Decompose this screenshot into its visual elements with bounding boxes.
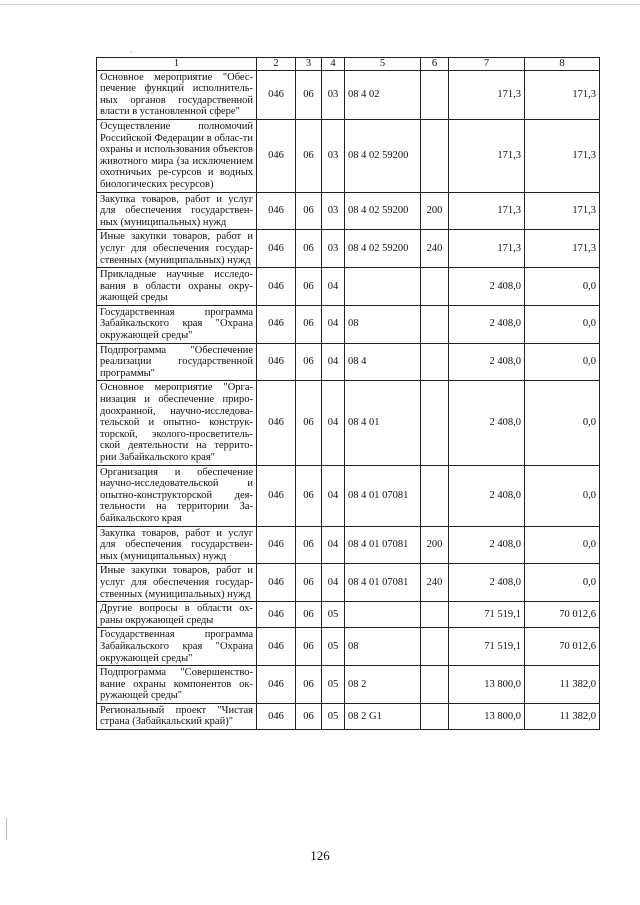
row-section-code: 06 xyxy=(296,602,322,628)
row-amount-1: 171,3 xyxy=(449,192,525,230)
row-amount-2: 0,0 xyxy=(525,465,600,526)
row-section-code: 06 xyxy=(296,465,322,526)
row-amount-1: 2 408,0 xyxy=(449,381,525,465)
row-amount-2: 171,3 xyxy=(525,192,600,230)
row-name: Прикладные научные исследо-вания в области охраны окру-жающей среды xyxy=(97,268,257,306)
row-name: Региональный проект "Чистая страна (Забайкальский край)" xyxy=(97,703,257,729)
table-row xyxy=(97,465,600,526)
row-subsection-code: 04 xyxy=(322,465,345,526)
row-section-code: 06 xyxy=(296,305,322,343)
row-ved-code: 046 xyxy=(257,119,296,192)
row-section-code: 06 xyxy=(296,628,322,666)
row-name: Организация и обеспечение научно-исследовательской и опытно-конструкторской дея-тельности на территории За-байкальского края xyxy=(97,465,257,526)
row-target-article: 08 4 xyxy=(345,343,421,381)
row-section-code: 06 xyxy=(296,564,322,602)
row-ved-code: 046 xyxy=(257,526,296,564)
row-expense-type: 240 xyxy=(421,230,449,268)
row-ved-code: 046 xyxy=(257,381,296,465)
row-amount-1: 2 408,0 xyxy=(449,465,525,526)
row-expense-type xyxy=(421,268,449,306)
row-expense-type: 240 xyxy=(421,564,449,602)
row-amount-2: 0,0 xyxy=(525,526,600,564)
row-expense-type xyxy=(421,703,449,729)
row-amount-1: 71 519,1 xyxy=(449,602,525,628)
row-amount-1: 2 408,0 xyxy=(449,305,525,343)
row-amount-2: 70 012,6 xyxy=(525,602,600,628)
row-subsection-code: 04 xyxy=(322,526,345,564)
header-col-csr: 5 xyxy=(345,58,421,71)
row-subsection-code: 03 xyxy=(322,119,345,192)
row-expense-type xyxy=(421,119,449,192)
table-body xyxy=(97,70,600,729)
table-row xyxy=(97,268,600,306)
row-section-code: 06 xyxy=(296,192,322,230)
row-expense-type xyxy=(421,602,449,628)
row-amount-1: 13 800,0 xyxy=(449,666,525,704)
row-expense-type xyxy=(421,666,449,704)
row-section-code: 06 xyxy=(296,230,322,268)
row-expense-type xyxy=(421,628,449,666)
row-subsection-code: 05 xyxy=(322,628,345,666)
row-name: Иные закупки товаров, работ и услуг для обеспечения государ-ственных (муниципальных) нужд xyxy=(97,230,257,268)
row-ved-code: 046 xyxy=(257,465,296,526)
row-ved-code: 046 xyxy=(257,230,296,268)
row-expense-type: 200 xyxy=(421,192,449,230)
header-col-pr: 4 xyxy=(322,58,345,71)
table-row xyxy=(97,343,600,381)
row-amount-1: 171,3 xyxy=(449,70,525,119)
row-ved-code: 046 xyxy=(257,70,296,119)
table-row xyxy=(97,192,600,230)
header-col-name: 1 xyxy=(97,58,257,71)
row-subsection-code: 04 xyxy=(322,381,345,465)
row-target-article: 08 4 01 xyxy=(345,381,421,465)
row-section-code: 06 xyxy=(296,70,322,119)
row-expense-type xyxy=(421,465,449,526)
row-name: Государственная программа Забайкальского края "Охрана окружающей среды" xyxy=(97,628,257,666)
row-name: Основное мероприятие "Орга-низация и обеспечение приро-доохранной, научно-исследова-тельской и опытно- конструк-торской, эколого-просветитель-ской деятельности на террито-рии Забайкальского края" xyxy=(97,381,257,465)
row-subsection-code: 04 xyxy=(322,343,345,381)
budget-table xyxy=(96,57,600,730)
row-amount-1: 71 519,1 xyxy=(449,628,525,666)
row-amount-2: 171,3 xyxy=(525,119,600,192)
row-subsection-code: 04 xyxy=(322,268,345,306)
row-target-article xyxy=(345,602,421,628)
row-section-code: 06 xyxy=(296,268,322,306)
row-expense-type: 200 xyxy=(421,526,449,564)
row-ved-code: 046 xyxy=(257,192,296,230)
row-amount-2: 11 382,0 xyxy=(525,666,600,704)
table-header xyxy=(97,58,600,71)
row-amount-1: 171,3 xyxy=(449,119,525,192)
row-name: Подпрограмма "Совершенство-вание охраны компонентов ок-ружающей среды" xyxy=(97,666,257,704)
row-amount-2: 70 012,6 xyxy=(525,628,600,666)
row-subsection-code: 04 xyxy=(322,305,345,343)
table-row xyxy=(97,70,600,119)
row-section-code: 06 xyxy=(296,526,322,564)
row-amount-2: 171,3 xyxy=(525,230,600,268)
table-row xyxy=(97,602,600,628)
row-ved-code: 046 xyxy=(257,666,296,704)
row-subsection-code: 05 xyxy=(322,703,345,729)
row-amount-1: 2 408,0 xyxy=(449,343,525,381)
header-col-vr: 6 xyxy=(421,58,449,71)
page-number: 126 xyxy=(310,848,330,863)
row-ved-code: 046 xyxy=(257,602,296,628)
row-ved-code: 046 xyxy=(257,628,296,666)
row-target-article: 08 2 xyxy=(345,666,421,704)
row-section-code: 06 xyxy=(296,703,322,729)
row-target-article: 08 4 02 59200 xyxy=(345,192,421,230)
row-name: Иные закупки товаров, работ и услуг для обеспечения государ-ственных (муниципальных) нужд xyxy=(97,564,257,602)
row-subsection-code: 05 xyxy=(322,602,345,628)
header-row xyxy=(97,58,600,71)
row-amount-2: 0,0 xyxy=(525,343,600,381)
row-amount-2: 171,3 xyxy=(525,70,600,119)
row-name: Основное мероприятие "Обес-печение функций исполнитель-ных органов государственной власти в установленной сфере" xyxy=(97,70,257,119)
row-amount-2: 0,0 xyxy=(525,564,600,602)
row-subsection-code: 04 xyxy=(322,564,345,602)
row-target-article: 08 xyxy=(345,305,421,343)
row-target-article: 08 4 02 59200 xyxy=(345,119,421,192)
table-row xyxy=(97,526,600,564)
row-target-article: 08 2 G1 xyxy=(345,703,421,729)
header-col-rz: 3 xyxy=(296,58,322,71)
row-amount-1: 2 408,0 xyxy=(449,564,525,602)
row-amount-1: 171,3 xyxy=(449,230,525,268)
row-ved-code: 046 xyxy=(257,268,296,306)
header-col-sum1: 7 xyxy=(449,58,525,71)
row-section-code: 06 xyxy=(296,119,322,192)
row-amount-2: 0,0 xyxy=(525,268,600,306)
row-subsection-code: 05 xyxy=(322,666,345,704)
row-target-article: 08 4 01 07081 xyxy=(345,465,421,526)
row-expense-type xyxy=(421,305,449,343)
row-amount-2: 11 382,0 xyxy=(525,703,600,729)
row-subsection-code: 03 xyxy=(322,70,345,119)
scan-speck: · xyxy=(130,48,133,57)
row-amount-1: 13 800,0 xyxy=(449,703,525,729)
row-ved-code: 046 xyxy=(257,305,296,343)
row-expense-type xyxy=(421,343,449,381)
table-row xyxy=(97,230,600,268)
row-amount-1: 2 408,0 xyxy=(449,268,525,306)
row-expense-type xyxy=(421,70,449,119)
row-name: Закупка товаров, работ и услуг для обеспечения государствен-ных (муниципальных) нужд xyxy=(97,526,257,564)
row-name: Другие вопросы в области ох-раны окружающей среды xyxy=(97,602,257,628)
row-ved-code: 046 xyxy=(257,703,296,729)
table-row xyxy=(97,628,600,666)
row-target-article: 08 4 02 xyxy=(345,70,421,119)
row-target-article: 08 4 01 07081 xyxy=(345,526,421,564)
table-row xyxy=(97,119,600,192)
row-target-article xyxy=(345,268,421,306)
row-target-article: 08 4 02 59200 xyxy=(345,230,421,268)
row-amount-1: 2 408,0 xyxy=(449,526,525,564)
row-amount-2: 0,0 xyxy=(525,305,600,343)
row-subsection-code: 03 xyxy=(322,230,345,268)
table-row xyxy=(97,703,600,729)
row-subsection-code: 03 xyxy=(322,192,345,230)
row-name: Подпрограмма "Обеспечение реализации государственной программы" xyxy=(97,343,257,381)
row-name: Осуществление полномочий Российской Федерации в облас-ти охраны и использования объектов животного мира (за исключением охотничьих ре-сурсов и водных биологических ресурсов) xyxy=(97,119,257,192)
scan-margin-mark xyxy=(6,818,7,840)
row-name: Закупка товаров, работ и услуг для обеспечения государствен-ных (муниципальных) нужд xyxy=(97,192,257,230)
table-row xyxy=(97,564,600,602)
table-row xyxy=(97,305,600,343)
scan-top-edge xyxy=(0,4,640,5)
table-row xyxy=(97,666,600,704)
row-amount-2: 0,0 xyxy=(525,381,600,465)
row-target-article: 08 4 01 07081 xyxy=(345,564,421,602)
row-ved-code: 046 xyxy=(257,564,296,602)
row-name: Государственная программа Забайкальского края "Охрана окружающей среды" xyxy=(97,305,257,343)
table-row xyxy=(97,381,600,465)
row-section-code: 06 xyxy=(296,666,322,704)
row-section-code: 06 xyxy=(296,381,322,465)
row-target-article: 08 xyxy=(345,628,421,666)
row-expense-type xyxy=(421,381,449,465)
row-ved-code: 046 xyxy=(257,343,296,381)
header-col-ved: 2 xyxy=(257,58,296,71)
row-section-code: 06 xyxy=(296,343,322,381)
header-col-sum2: 8 xyxy=(525,58,600,71)
